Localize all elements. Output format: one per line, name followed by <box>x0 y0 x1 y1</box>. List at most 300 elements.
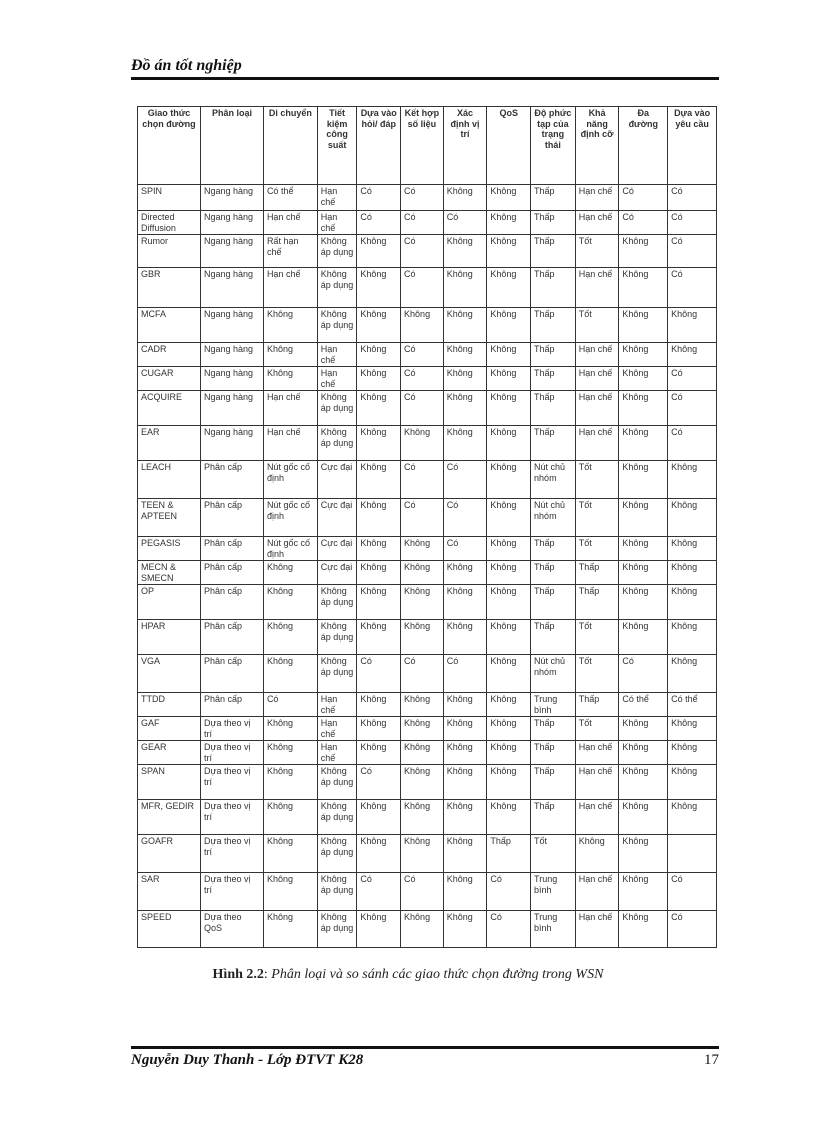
table-cell: Không <box>487 235 531 268</box>
table-cell: Hạn chế <box>263 211 317 235</box>
table-cell: Không <box>357 693 401 717</box>
table-row <box>138 741 717 765</box>
table-header-row <box>138 107 717 185</box>
table-cell: Có <box>401 873 444 911</box>
table-cell: Tốt <box>575 620 619 655</box>
table-cell: Không <box>443 741 487 765</box>
table-cell: Có <box>401 268 444 308</box>
protocol-comparison-table <box>137 106 717 948</box>
table-cell: Không <box>401 620 444 655</box>
table-cell: Ngang hàng <box>200 268 263 308</box>
table-cell: Cực đại <box>317 537 357 561</box>
protocol-name-cell: SAR <box>138 873 201 911</box>
table-row <box>138 461 717 499</box>
column-header: QoS <box>487 107 531 185</box>
table-cell: Không <box>357 367 401 391</box>
table-row <box>138 537 717 561</box>
column-header: Độ phức tạp của trạng thái <box>531 107 576 185</box>
table-cell: Không áp dụng <box>317 835 357 873</box>
table-row <box>138 585 717 620</box>
table-cell: Không <box>263 741 317 765</box>
table-cell: Không áp dụng <box>317 308 357 343</box>
table-cell: Nút gốc cố định <box>263 537 317 561</box>
table-row <box>138 873 717 911</box>
table-row <box>138 499 717 537</box>
table-cell: Có thể <box>263 185 317 211</box>
table-cell: Nút chủ nhóm <box>531 655 576 693</box>
table-cell: Dựa theo vị trí <box>200 873 263 911</box>
table-cell: Không <box>619 268 668 308</box>
table-row <box>138 717 717 741</box>
protocol-name-cell: Directed Diffusion <box>138 211 201 235</box>
table-cell: Không <box>668 800 717 835</box>
table-cell: Phân cấp <box>200 499 263 537</box>
table-cell: Có <box>263 693 317 717</box>
table-cell: Không <box>619 873 668 911</box>
table-cell: Có <box>668 426 717 461</box>
table-cell: Có <box>619 211 668 235</box>
table-cell: Thấp <box>531 343 576 367</box>
table-cell: Hạn chế <box>263 268 317 308</box>
table-cell: Không <box>487 561 531 585</box>
table-cell: Thấp <box>575 693 619 717</box>
table-cell: Không <box>263 561 317 585</box>
table-cell: Không <box>443 620 487 655</box>
table-cell: Không <box>357 268 401 308</box>
table-cell: Dựa theo vị trí <box>200 800 263 835</box>
table-cell: Không <box>263 717 317 741</box>
protocol-name-cell: GBR <box>138 268 201 308</box>
table-cell: Không áp dụng <box>317 426 357 461</box>
table-cell: Không <box>487 185 531 211</box>
table-cell: Tốt <box>575 717 619 741</box>
table-cell: Ngang hàng <box>200 367 263 391</box>
table-cell: Có <box>401 343 444 367</box>
table-cell: Không <box>668 765 717 800</box>
protocol-name-cell: GOAFR <box>138 835 201 873</box>
table-cell: Không <box>668 461 717 499</box>
table-cell: Không <box>619 391 668 426</box>
table-cell: Cực đại <box>317 499 357 537</box>
table-cell: Dựa theo vị trí <box>200 765 263 800</box>
table-cell: Dựa theo QoS <box>200 911 263 948</box>
table-cell: Không <box>443 268 487 308</box>
table-cell: Có thể <box>668 693 717 717</box>
table-row <box>138 235 717 268</box>
protocol-name-cell: MFR, GEDIR <box>138 800 201 835</box>
table-cell: Nút gốc cố định <box>263 499 317 537</box>
table-cell: Có <box>401 185 444 211</box>
table-cell: Không <box>401 911 444 948</box>
table-cell: Không áp dụng <box>317 655 357 693</box>
table-cell: Có <box>443 537 487 561</box>
table-row <box>138 693 717 717</box>
table-cell: Hạn chế <box>263 426 317 461</box>
table-cell: Không <box>487 461 531 499</box>
table-cell: Không <box>263 800 317 835</box>
protocol-name-cell: SPIN <box>138 185 201 211</box>
table-cell: Không <box>357 741 401 765</box>
table-cell: Không <box>357 308 401 343</box>
table-cell: Không <box>443 873 487 911</box>
table-cell: Không <box>668 620 717 655</box>
table-cell: Không <box>443 367 487 391</box>
table-cell: Thấp <box>531 367 576 391</box>
table-cell: Hạn chế <box>263 391 317 426</box>
table-cell: Không <box>357 537 401 561</box>
table-cell: Không <box>668 537 717 561</box>
table-cell: Tốt <box>575 655 619 693</box>
table-cell: Hạn chế <box>575 426 619 461</box>
table-cell: Không áp dụng <box>317 911 357 948</box>
table-cell: Hạn chế <box>575 367 619 391</box>
table-cell: Không áp dụng <box>317 585 357 620</box>
table-cell: Không <box>443 235 487 268</box>
table-cell: Ngang hàng <box>200 211 263 235</box>
table-cell: Không <box>443 693 487 717</box>
table-cell: Không áp dụng <box>317 268 357 308</box>
column-header: Giao thức chọn đường <box>138 107 201 185</box>
table-cell: Có <box>619 185 668 211</box>
table-cell: Có <box>668 391 717 426</box>
table-cell: Không <box>401 717 444 741</box>
table-row <box>138 561 717 585</box>
table-cell: Không <box>401 800 444 835</box>
table-cell: Không <box>487 343 531 367</box>
protocol-name-cell: PEGASIS <box>138 537 201 561</box>
table-cell: Không <box>401 741 444 765</box>
table-cell: Thấp <box>531 800 576 835</box>
table-cell: Có <box>668 235 717 268</box>
table-cell: Có <box>401 499 444 537</box>
table-cell: Không <box>619 911 668 948</box>
table-cell: Không <box>619 717 668 741</box>
table-cell: Không <box>668 308 717 343</box>
table-cell: Không <box>357 717 401 741</box>
table-cell: Dựa theo vị trí <box>200 835 263 873</box>
table-cell: Trung bình <box>531 911 576 948</box>
table-cell: Tốt <box>575 308 619 343</box>
table-cell: Trung bình <box>531 873 576 911</box>
table-cell: Thấp <box>531 561 576 585</box>
table-cell: Không <box>263 585 317 620</box>
footer-rule <box>131 1046 719 1049</box>
table-cell: Không <box>357 800 401 835</box>
table-cell: Có <box>357 873 401 911</box>
table-cell: Thấp <box>531 308 576 343</box>
table-cell: Không <box>619 367 668 391</box>
table-cell: Có <box>619 655 668 693</box>
protocol-name-cell: OP <box>138 585 201 620</box>
caption-separator: : <box>263 967 272 982</box>
table-cell: Không <box>487 693 531 717</box>
table-cell: Không <box>443 800 487 835</box>
table-cell: Hạn chế <box>575 268 619 308</box>
table-cell: Thấp <box>531 717 576 741</box>
table-cell: Không <box>487 741 531 765</box>
column-header: Phân loại <box>200 107 263 185</box>
table-cell: Không <box>263 835 317 873</box>
table-cell: Có <box>357 655 401 693</box>
column-header: Kết hợp số liệu <box>401 107 444 185</box>
column-header: Đa đường <box>619 107 668 185</box>
table-row <box>138 620 717 655</box>
footer-author: Nguyễn Duy Thanh - Lớp ĐTVT K28 <box>131 1052 364 1068</box>
column-header: Dựa vào yêu cầu <box>668 107 717 185</box>
table-cell: Không <box>357 235 401 268</box>
table-cell: Không <box>443 585 487 620</box>
table-cell: Cực đại <box>317 461 357 499</box>
table-cell: Nút chủ nhóm <box>531 499 576 537</box>
table-cell: Ngang hàng <box>200 391 263 426</box>
table-cell: Tốt <box>575 461 619 499</box>
table-cell: Có <box>487 873 531 911</box>
table-cell: Hạn chế <box>317 717 357 741</box>
table-cell: Phân cấp <box>200 620 263 655</box>
table-cell: Hạn chế <box>575 765 619 800</box>
table-cell: Có <box>668 873 717 911</box>
page-number: 17 <box>704 1052 719 1068</box>
protocol-name-cell: GAF <box>138 717 201 741</box>
table-cell: Hạn chế <box>575 211 619 235</box>
table-cell: Có <box>401 367 444 391</box>
table-cell: Không <box>401 693 444 717</box>
table-cell: Có <box>668 367 717 391</box>
table-cell: Không <box>619 308 668 343</box>
table-cell: Ngang hàng <box>200 235 263 268</box>
table-cell: Không <box>357 343 401 367</box>
table-row <box>138 367 717 391</box>
header-rule <box>131 77 719 80</box>
table-cell: Hạn chế <box>575 391 619 426</box>
table-cell: Không áp dụng <box>317 800 357 835</box>
protocol-name-cell: VGA <box>138 655 201 693</box>
table-row <box>138 308 717 343</box>
table-row <box>138 426 717 461</box>
table-cell: Không <box>357 585 401 620</box>
column-header: Tiết kiệm công suất <box>317 107 357 185</box>
caption-text: Phân loại và so sánh các giao thức chọn đường trong WSN <box>271 967 604 982</box>
table-cell: Không <box>263 343 317 367</box>
table-cell: Không <box>487 499 531 537</box>
table-cell: Không <box>443 391 487 426</box>
table-cell: Không <box>401 561 444 585</box>
table-cell: Tốt <box>531 835 576 873</box>
table-cell: Không <box>619 426 668 461</box>
table-cell: Không <box>668 561 717 585</box>
table-cell: Phân cấp <box>200 537 263 561</box>
table-cell: Không <box>487 391 531 426</box>
table-cell: Có <box>401 211 444 235</box>
table-cell: Không <box>619 461 668 499</box>
table-cell: Không <box>357 499 401 537</box>
column-header: Dựa vào hỏi/ đáp <box>357 107 401 185</box>
table-cell: Không <box>487 620 531 655</box>
table-cell: Không <box>487 765 531 800</box>
table-row <box>138 765 717 800</box>
table-cell: Thấp <box>531 585 576 620</box>
table-cell: Không áp dụng <box>317 873 357 911</box>
protocol-name-cell: EAR <box>138 426 201 461</box>
figure-caption <box>0 967 816 983</box>
table-cell: Có <box>401 391 444 426</box>
table-cell: Không <box>401 426 444 461</box>
table-row <box>138 343 717 367</box>
table-cell: Không <box>443 911 487 948</box>
protocol-name-cell: GEAR <box>138 741 201 765</box>
table-cell: Không <box>263 911 317 948</box>
protocol-name-cell: MECN & SMECN <box>138 561 201 585</box>
table-cell: Hạn chế <box>317 211 357 235</box>
table-row <box>138 835 717 873</box>
table-cell: Không <box>401 308 444 343</box>
table-cell: Không <box>668 741 717 765</box>
table-cell: Thấp <box>531 211 576 235</box>
table-cell: Không <box>401 537 444 561</box>
table-cell: Có <box>443 655 487 693</box>
table-cell: Không <box>263 873 317 911</box>
table-cell: Có <box>443 499 487 537</box>
protocol-name-cell: Rumor <box>138 235 201 268</box>
table-row <box>138 800 717 835</box>
protocol-name-cell: SPEED <box>138 911 201 948</box>
table-cell: Không <box>487 426 531 461</box>
table-cell: Không <box>619 765 668 800</box>
table-cell: Không <box>487 655 531 693</box>
table-cell: Không <box>357 561 401 585</box>
table-cell: Không <box>668 499 717 537</box>
table-cell: Hạn chế <box>575 185 619 211</box>
table-cell: Không <box>401 835 444 873</box>
table-cell: Thấp <box>531 268 576 308</box>
table-row <box>138 911 717 948</box>
table-cell: Hạn chế <box>575 800 619 835</box>
table-cell: Phân cấp <box>200 693 263 717</box>
table-cell: Phân cấp <box>200 585 263 620</box>
table-cell: Không <box>401 765 444 800</box>
table-cell: Không <box>263 620 317 655</box>
table-cell: Không <box>443 717 487 741</box>
column-header: Di chuyển <box>263 107 317 185</box>
table-cell <box>668 835 717 873</box>
table-cell: Ngang hàng <box>200 185 263 211</box>
table-cell: Có <box>668 268 717 308</box>
table-cell: Ngang hàng <box>200 343 263 367</box>
table-cell: Không <box>487 211 531 235</box>
table-cell: Phân cấp <box>200 561 263 585</box>
table-cell: Không <box>487 800 531 835</box>
table-cell: Hạn chế <box>575 343 619 367</box>
table-cell: Không <box>575 835 619 873</box>
table-cell: Không <box>401 585 444 620</box>
table-cell: Có <box>401 655 444 693</box>
table-cell: Hạn chế <box>575 741 619 765</box>
protocol-name-cell: HPAR <box>138 620 201 655</box>
table-row <box>138 655 717 693</box>
table-cell: Không <box>619 741 668 765</box>
table-cell: Không <box>263 308 317 343</box>
table-cell: Thấp <box>487 835 531 873</box>
table-cell: Không <box>357 426 401 461</box>
table-cell: Không <box>668 343 717 367</box>
table-cell: Có <box>668 185 717 211</box>
table-cell: Tốt <box>575 235 619 268</box>
table-cell: Hạn chế <box>317 343 357 367</box>
table-cell: Dựa theo vị trí <box>200 717 263 741</box>
table-cell: Không áp dụng <box>317 391 357 426</box>
table-cell: Không <box>263 765 317 800</box>
table-cell: Thấp <box>531 426 576 461</box>
protocol-name-cell: SPAN <box>138 765 201 800</box>
table-cell: Không <box>443 343 487 367</box>
protocol-name-cell: ACQUIRE <box>138 391 201 426</box>
table-cell: Không <box>443 185 487 211</box>
table-container <box>137 106 717 948</box>
table-cell: Không <box>357 911 401 948</box>
table-cell: Không áp dụng <box>317 765 357 800</box>
table-cell: Không <box>487 268 531 308</box>
table-cell: Thấp <box>575 561 619 585</box>
table-cell: Trung bình <box>531 693 576 717</box>
table-cell: Hạn chế <box>317 693 357 717</box>
table-cell: Ngang hàng <box>200 308 263 343</box>
table-cell: Không <box>357 461 401 499</box>
table-cell: Không <box>619 835 668 873</box>
table-cell: Hạn chế <box>575 873 619 911</box>
table-cell: Không <box>668 585 717 620</box>
table-cell: Không <box>487 367 531 391</box>
table-cell: Thấp <box>531 765 576 800</box>
protocol-name-cell: TEEN & APTEEN <box>138 499 201 537</box>
protocol-name-cell: MCFA <box>138 308 201 343</box>
column-header: Khả năng định cỡ <box>575 107 619 185</box>
table-cell: Thấp <box>575 585 619 620</box>
table-cell: Có <box>401 235 444 268</box>
table-cell: Thấp <box>531 620 576 655</box>
table-cell: Dựa theo vị trí <box>200 741 263 765</box>
table-row <box>138 391 717 426</box>
table-cell: Có <box>487 911 531 948</box>
caption-label: Hình 2.2 <box>212 967 264 982</box>
table-cell: Thấp <box>531 537 576 561</box>
table-cell: Phân cấp <box>200 461 263 499</box>
protocol-name-cell: TTDD <box>138 693 201 717</box>
table-cell: Có <box>443 461 487 499</box>
table-cell: Có <box>357 185 401 211</box>
table-cell: Hạn chế <box>317 367 357 391</box>
table-cell: Phân cấp <box>200 655 263 693</box>
table-body <box>138 185 717 948</box>
table-cell: Có <box>443 211 487 235</box>
table-cell: Ngang hàng <box>200 426 263 461</box>
table-cell: Không <box>263 655 317 693</box>
table-cell: Thấp <box>531 391 576 426</box>
table-cell: Nút chủ nhóm <box>531 461 576 499</box>
table-cell: Không <box>619 343 668 367</box>
table-cell: Không <box>619 585 668 620</box>
table-cell: Có <box>357 211 401 235</box>
table-cell: Không <box>357 835 401 873</box>
table-cell: Không <box>357 620 401 655</box>
protocol-name-cell: CUGAR <box>138 367 201 391</box>
table-cell: Không <box>443 835 487 873</box>
table-cell: Không <box>619 537 668 561</box>
table-cell: Tốt <box>575 499 619 537</box>
table-cell: Không <box>487 717 531 741</box>
table-cell: Không <box>668 717 717 741</box>
table-cell: Không <box>443 561 487 585</box>
table-row <box>138 268 717 308</box>
